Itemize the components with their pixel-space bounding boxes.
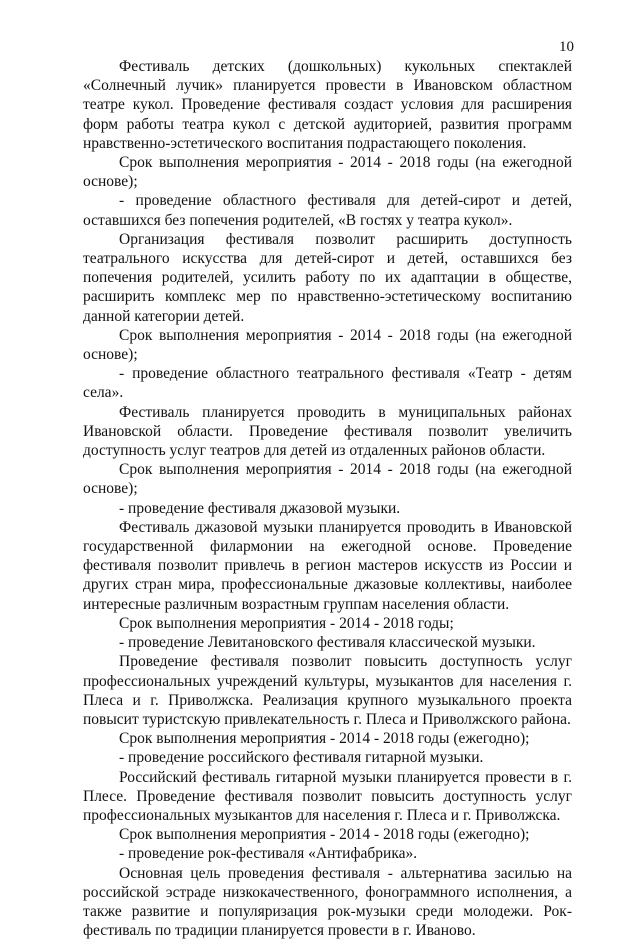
paragraph-deadline: Срок выполнения мероприятия - 2014 - 2018 годы (ежегодно); <box>119 826 530 844</box>
page-number: 10 <box>559 39 574 55</box>
paragraph-orphans-festival-description: Организация фестиваля позволит расширить доступность театрального искусства для детей-сирот и детей, оставшихся без попечения родителей, усилить работу по их адаптации в обществе, расширить комплекс мер по нравственно-эстетическому воспитанию данной категории детей. <box>83 230 572 325</box>
paragraph-deadline: Срок выполнения мероприятия - 2014 - 2018 годы (ежегодно); <box>119 730 530 748</box>
paragraph-rock-festival-description: Основная цель проведения фестиваля - альтернатива засилью на российской эстраде низкокачественного, фонограммного исполнения, а также развитие и популяризация рок-музыки среди молодежи. Рок-фестиваль по традиции планируется провести в г. Иваново. <box>83 864 572 940</box>
paragraph-deadline: Срок выполнения мероприятия - 2014 - 2018 годы (на ежегодной основе); <box>83 461 572 498</box>
paragraph-deadline: Срок выполнения мероприятия - 2014 - 2018 годы (на ежегодной основе); <box>83 154 572 191</box>
paragraph-puppet-festival-description: Фестиваль детских (дошкольных) кукольных спектаклей «Солнечный лучик» планируется провести в Ивановском областном театре кукол. Проведение фестиваля создаст условия для расширения форм работы театра кукол с детской аудиторией, развития программ нравственно-эстетического воспитания подрастающего поколения. <box>83 58 572 152</box>
paragraph-deadline: Срок выполнения мероприятия - 2014 - 2018 годы (на ежегодной основе); <box>83 326 572 364</box>
paragraph-deadline: Срок выполнения мероприятия - 2014 - 2018 годы; <box>119 614 454 632</box>
paragraph-jazz-festival-description: Фестиваль джазовой музыки планируется проводить в Ивановской государственной филармонии на ежегодной основе. Проведение фестиваля позволит привлечь в регион мастеров искусств из России и других стран мира, профессиональные джазовые коллективы, наиболее интересные различным возрастным группам населения области. <box>83 518 572 613</box>
paragraph-levitan-festival-description: Проведение фестиваля позволит повысить доступность услуг профессиональных учреждений культуры, музыкантов для населения г. Плеса и г. Приволжска. Реализация крупного музыкального проекта повысит туристскую привлекательность г. Плеса и Приволжского района. <box>83 653 572 728</box>
paragraph-village-theatre-item: - проведение областного театрального фестиваля «Театр - детям села». <box>83 365 572 402</box>
document-body <box>83 57 572 940</box>
paragraph-guitar-festival-item: - проведение российского фестиваля гитарной музыки. <box>119 749 484 767</box>
paragraph-jazz-festival-item: - проведение фестиваля джазовой музыки. <box>119 499 401 517</box>
paragraph-levitan-festival-item: - проведение Левитановского фестиваля классической музыки. <box>119 634 536 652</box>
paragraph-guitar-festival-description: Российский фестиваль гитарной музыки планируется провести в г. Плесе. Проведение фестиваля позволит повысить доступность услуг профессиональных музыкантов для населения г. Плеса и г. Приволжска. <box>83 768 572 824</box>
paragraph-orphans-festival-item: - проведение областного фестиваля для детей-сирот и детей, оставшихся без попечения родителей, «В гостях у театра кукол». <box>83 192 572 229</box>
paragraph-village-theatre-description: Фестиваль планируется проводить в муниципальных районах Ивановской области. Проведение фестиваля позволит увеличить доступность услуг театров для детей из отдаленных районов области. <box>83 403 572 460</box>
paragraph-rock-festival-item: - проведение рок-фестиваля «Антифабрика». <box>119 845 418 863</box>
